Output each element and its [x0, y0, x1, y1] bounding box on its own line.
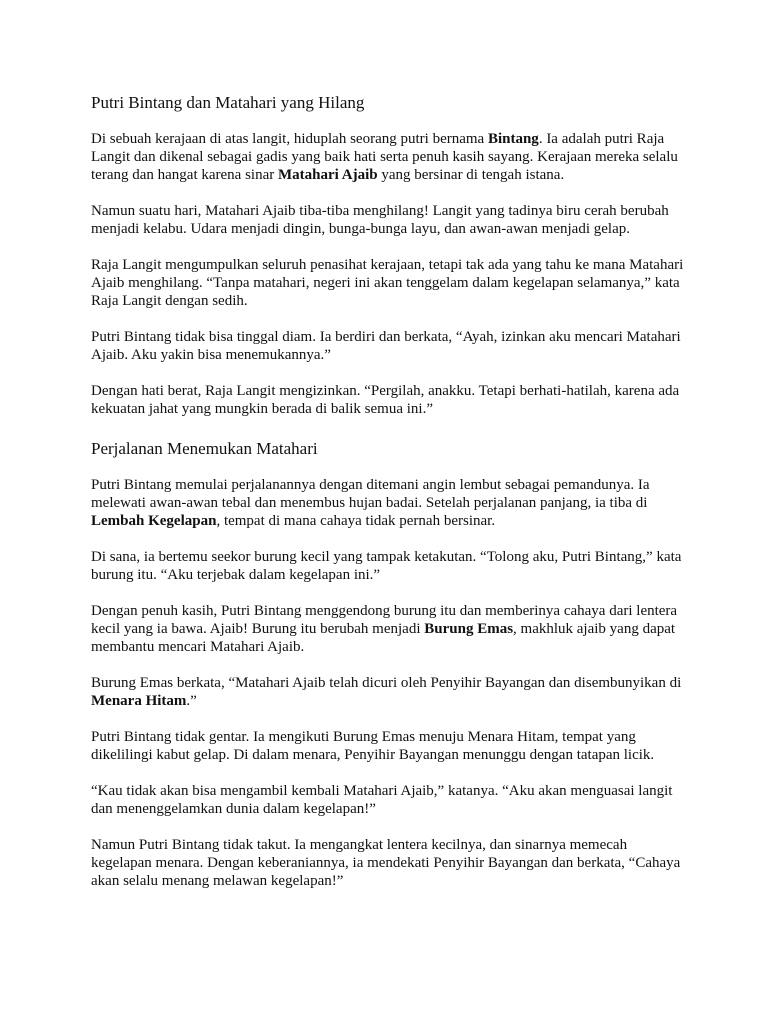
paragraph: Di sebuah kerajaan di atas langit, hiduplah seorang putri bernama Bintang. Ia adalah putri Raja Langit dan dikenal sebagai gadis yang baik hati serta penuh kasih sayang. Kerajaan mereka selalu terang dan hangat karena sinar Matahari Ajaib yang bersinar di tengah istana. [91, 131, 678, 183]
paragraph: Putri Bintang tidak bisa tinggal diam. Ia berdiri dan berkata, “Ayah, izinkan aku mencari Matahari Ajaib. Aku yakin bisa menemukannya.” [91, 329, 681, 363]
paragraph: Putri Bintang memulai perjalanannya dengan ditemani angin lembut sebagai pemandunya. Ia melewati awan-awan tebal dan menembus hujan badai. Setelah perjalanan panjang, ia tiba di Lembah Kegelapan, tempat di mana cahaya tidak pernah bersinar. [91, 477, 650, 529]
paragraph: Namun Putri Bintang tidak takut. Ia mengangkat lentera kecilnya, dan sinarnya memecah kegelapan menara. Dengan keberaniannya, ia mendekati Penyihir Bayangan dan berkata, “Cahaya akan selalu menang melawan kegelapan!” [91, 837, 681, 889]
paragraph: Namun suatu hari, Matahari Ajaib tiba-tiba menghilang! Langit yang tadinya biru cerah berubah menjadi kelabu. Udara menjadi dingin, bunga-bunga layu, dan awan-awan menjadi gelap. [91, 203, 669, 237]
section-heading: Perjalanan Menemukan Matahari [91, 439, 318, 458]
paragraph: Raja Langit mengumpulkan seluruh penasihat kerajaan, tetapi tak ada yang tahu ke mana Matahari Ajaib menghilang. “Tanpa matahari, negeri ini akan tenggelam dalam kegelapan selamanya,” kata Raja Langit dengan sedih. [91, 257, 684, 309]
paragraph: Burung Emas berkata, “Matahari Ajaib telah dicuri oleh Penyihir Bayangan dan disembunyikan di Menara Hitam.” [91, 675, 682, 709]
bold-term: Bintang [487, 131, 539, 147]
paragraph: Di sana, ia bertemu seekor burung kecil yang tampak ketakutan. “Tolong aku, Putri Bintang,” kata burung itu. “Aku terjebak dalam kegelapan ini.” [91, 549, 682, 583]
document-title: Putri Bintang dan Matahari yang Hilang [91, 93, 365, 112]
bold-term: Burung Emas [424, 621, 514, 637]
paragraph: Dengan hati berat, Raja Langit mengizinkan. “Pergilah, anakku. Tetapi berhati-hatilah, karena ada kekuatan jahat yang mungkin berada di balik semua ini.” [91, 383, 680, 417]
paragraph: Dengan penuh kasih, Putri Bintang menggendong burung itu dan memberinya cahaya dari lentera kecil yang ia bawa. Ajaib! Burung itu berubah menjadi Burung Emas, makhluk ajaib yang dapat membantu mencari Matahari Ajaib. [91, 603, 678, 655]
bold-term: Matahari Ajaib [278, 167, 378, 183]
bold-term: Lembah Kegelapan [91, 513, 217, 529]
paragraph: Putri Bintang tidak gentar. Ia mengikuti Burung Emas menuju Menara Hitam, tempat yang dikelilingi kabut gelap. Di dalam menara, Penyihir Bayangan menunggu dengan tatapan licik. [91, 729, 655, 763]
paragraph: “Kau tidak akan bisa mengambil kembali Matahari Ajaib,” katanya. “Aku akan menguasai langit dan menenggelamkan dunia dalam kegelapan!” [91, 783, 673, 817]
bold-term: Menara Hitam [91, 693, 187, 709]
